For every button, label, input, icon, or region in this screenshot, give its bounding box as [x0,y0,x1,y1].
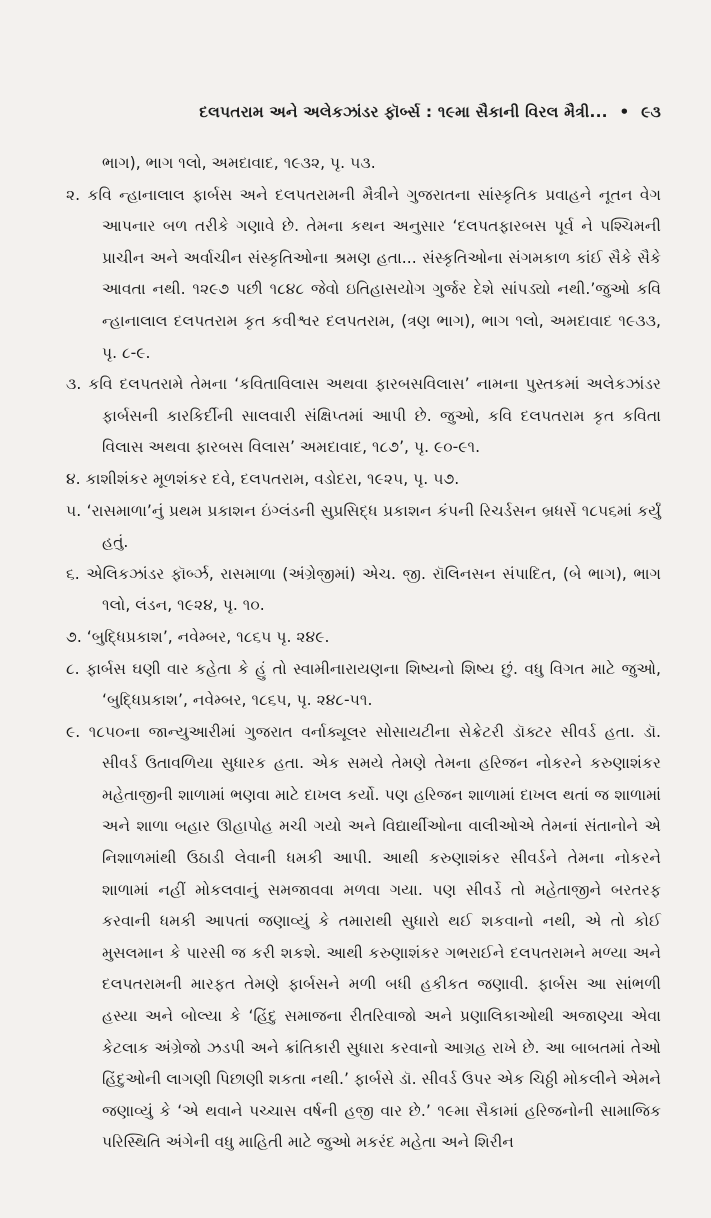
endnote-number: ૩. [66,375,82,394]
endnote-number: ૮. [66,659,80,678]
endnote-9 [66,717,661,1159]
endnote-text: ૧૮૫૦ના જાન્યુઆરીમાં ગુજરાત વર્નાક્યૂલર સોસાયટીના સેક્રેટરી ડૉક્ટર સીવર્ડ હતા. ડૉ. સીવર્ડ ઉતાવળિયા સુધારક હતા. એક સમયે તેમણે તેમના હરિજન નોકરને કરુણાશંકર મહેતાજીની શાળામાં ભણવા માટે દાખલ કર્યો. પણ હરિજન શાળામાં દાખલ થતાં જ શાળામાં અને શાળા બહાર ઊહાપોહ મચી ગયો અને વિદ્યાર્થીઓના વાલીઓએ તેમનાં સંતાનોને એ નિશાળમાંથી ઉઠાડી લેવાની ધમકી આપી. આથી કરુણાશંકર સીવર્ડને તેમના નોકરને શાળામાં નહીં મોકલવાનું સમજાવવા મળવા ગયા. પણ સીવર્ડે તો મહેતાજીને બરતરફ કરવાની ધમકી આપતાં જણાવ્યું કે તમારાથી સુધારો થઈ શકવાનો નથી, એ તો કોઈ મુસલમાન કે પારસી જ કરી શકશે. આથી કરુણાશંકર ગભરાઈને દલપતરામને મળ્યા અને દલપતરામની મારફત તેમણે ફાર્બસને મળી બધી હકીકત જણાવી. ફાર્બસ આ સાંભળી હસ્યા અને બોલ્યા કે ‘હિંદુ સમાજના રીતરિવાજો અને પ્રણાલિકાઓથી અજાણ્યા એવા કેટલાક અંગ્રેજો ઝડપી અને ક્રાંતિકારી સુધારા કરવાનો આગ્રહ રાખે છે. આ બાબતમાં તેઓ હિંદુઓની લાગણી પિછાણી શકતા નથી.’ ફાર્બસે ડૉ. સીવર્ડ ઉપર એક ચિઠ્ઠી મોકલીને એમને જણાવ્યું કે ‘એ થવાને પચ્ચાસ વર્ષની હજી વાર છે.’ ૧૯મા સૈકામાં હરિજનોની સામાજિક પરિસ્થિતિ અંગેની વધુ માહિતી માટે જુઓ મકરંદ મહેતા અને શિરીન [88,722,661,1152]
running-head [66,98,661,126]
endnote-number: ૨. [66,185,81,204]
endnote-text: ફાર્બસ ઘણી વાર કહેતા કે હું તો સ્વામીનારાયણના શિષ્યનો શિષ્ય છું. વધુ વિગત માટે જુઓ, ‘બુદ્ધિપ્રકાશ’, નવેમ્બર, ૧૮૬૫, પૃ. ૨૪૮-૫૧. [85,659,661,710]
endnote-6 [66,559,661,622]
endnote-7 [66,622,661,654]
endnotes [66,148,661,1159]
endnote-5 [66,496,661,559]
endnote-3 [66,369,661,464]
endnote-text: કવિ ન્હાનાલાલ ફાર્બસ અને દલપતરામની મૈત્રીને ગુજરાતના સાંસ્કૃતિક પ્રવાહને નૂતન વેગ આપનાર બળ તરીકે ગણાવે છે. તેમના કથન અનુસાર ‘દલપતફારબસ પૂર્વ ને પશ્ચિમની પ્રાચીન અને અર્વાચીન સંસ્કૃતિઓના શ્રમણ હતા... સંસ્કૃતિઓના સંગમકાળ કાંઈ સૈકે સૈકે આવતા નથી. ૧૨૯૭ પછી ૧૮૪૮ જેવો ઇતિહાસયોગ ગુર્જર દેશે સાંપડ્યો નથી.’જુઓ કવિ ન્હાનાલાલ દલપતરામ કૃત કવીશ્વર દલપતરામ, (ત્રણ ભાગ), ભાગ ૧લો, અમદાવાદ ૧૯૩૩, પૃ. ૮-૯. [87,185,661,362]
endnote-text: ‘બુદ્ધિપ્રકાશ’, નવેમ્બર, ૧૮૬૫ પૃ. ૨૪૯. [86,627,330,646]
endnote-text: કવિ દલપતરામે તેમના ‘કવિતાવિલાસ અથવા ફારબસવિલાસ’ નામના પુસ્તકમાં અલેકઝાંડર ફાર્બસની કારકિર્દીની સાલવારી સંક્ષિપ્તમાં આપી છે. જુઓ, કવિ દલપતરામ કૃત કવિતા વિલાસ અથવા ફારબસ વિલાસ’ અમદાવાદ, ૧૮૭’, પૃ. ૯૦-૯૧. [88,375,661,457]
endnote-text: ભાગ), ભાગ ૧લો, અમદાવાદ, ૧૯૩૨, પૃ. ૫૩. [102,154,376,172]
endnote-text: એલિકઝાંડર ફૉર્બ્ઝ, રાસમાળા (અંગ્રેજીમાં) એચ. જી. રૉલિનસન સંપાદિત, (બે ભાગ), ભાગ ૧લો, લંડન, ૧૯૨૪, પૃ. ૧૦. [86,564,661,615]
endnote-number: ૫. [66,501,82,520]
endnote-continuation [66,148,661,180]
endnote-text: કાશીશંકર મૂળશંકર દવે, દલપતરામ, વડોદરા, ૧૯૨૫, પૃ. ૫૭. [85,469,460,488]
endnote-8 [66,654,661,717]
endnote-number: ૬. [66,564,80,583]
endnote-number: ૪. [66,469,81,488]
endnote-2 [66,180,661,370]
page-number: ૯૩ [641,103,661,121]
endnote-4 [66,464,661,496]
endnote-number: ૯. [66,722,81,741]
endnote-text: ‘રાસમાળા’નું પ્રથમ પ્રકાશન ઇંગ્લંડની સુપ્રસિદ્ધ પ્રકાશન કંપની રિચર્ડસન બ્રધર્સે ૧૮૫૬માં કર્યું હતું. [86,501,661,552]
running-head-title: દલપતરામ અને અલેકઝાંડર ફૉર્બ્સ : ૧૯મા સૈકાની વિરલ મૈત્રી... [199,103,608,121]
running-head-bullet: • [619,103,630,121]
endnote-number: ૭. [66,627,82,646]
